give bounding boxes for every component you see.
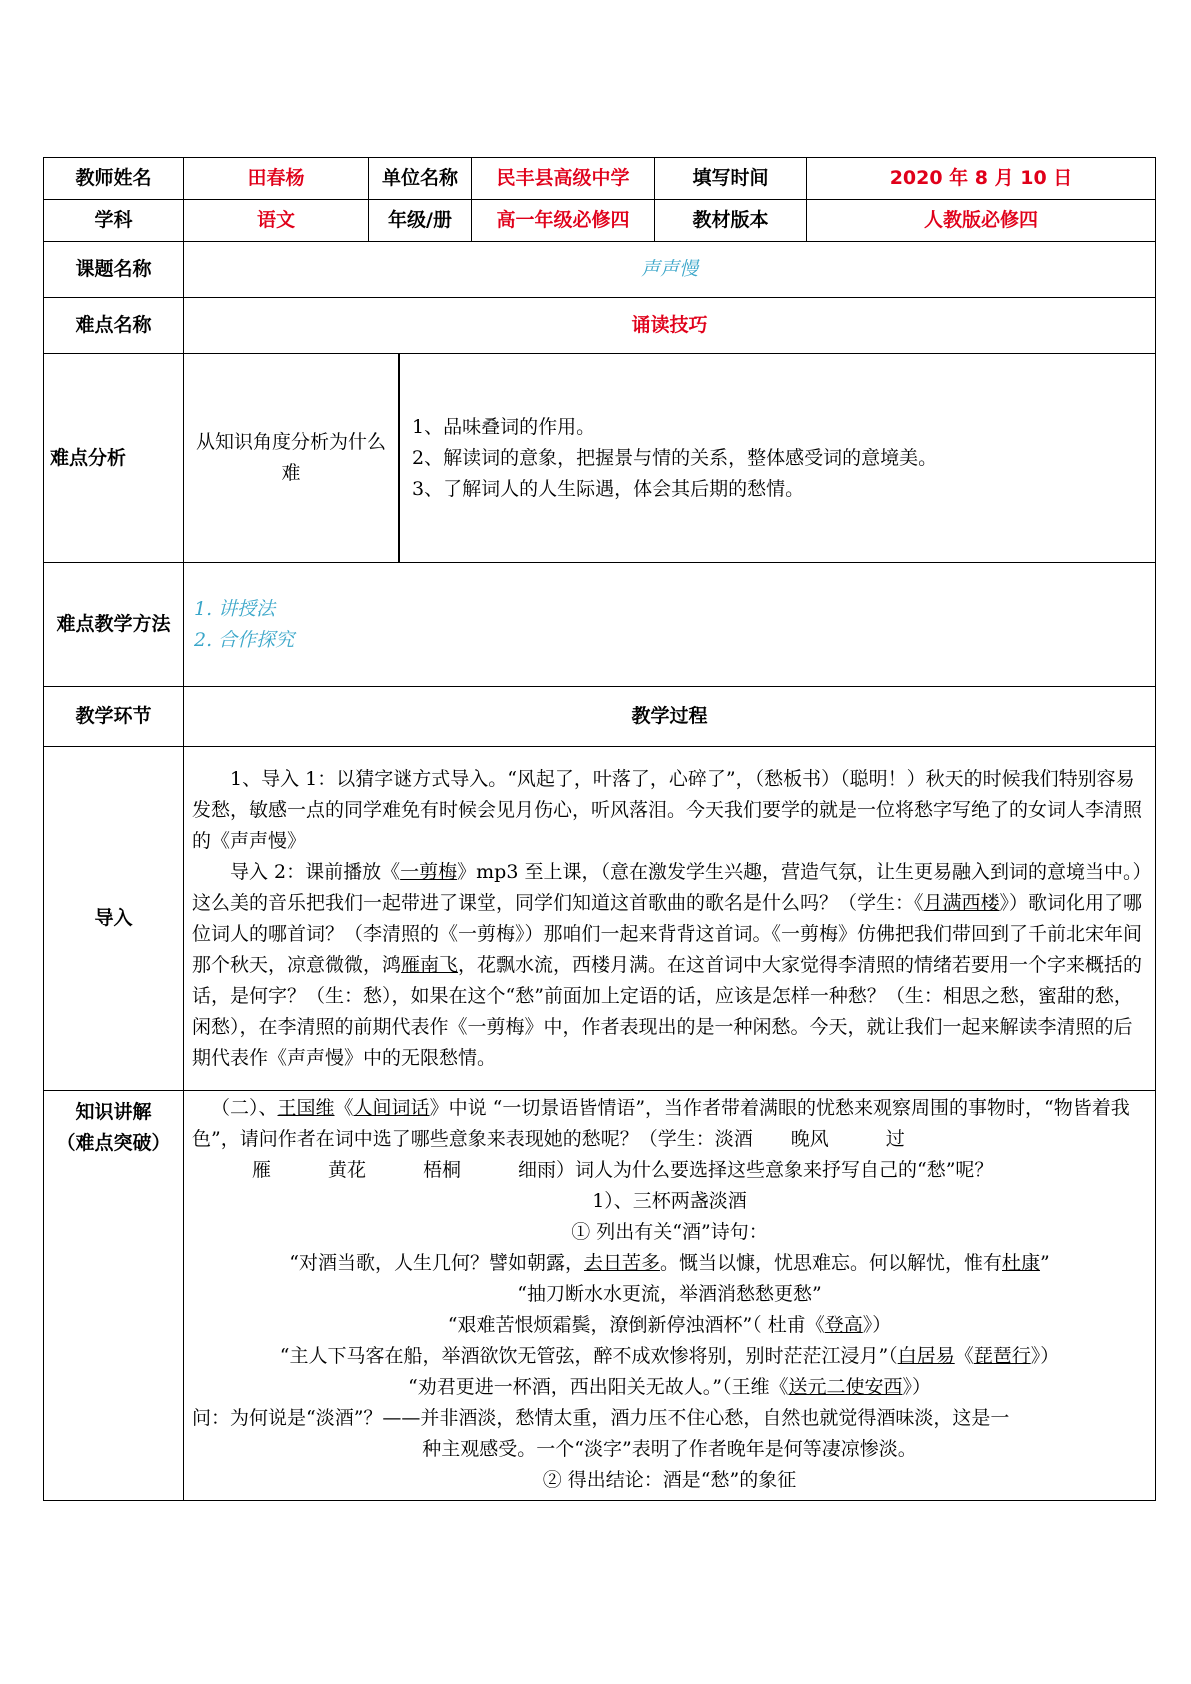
- difficulty-label: 难点名称: [44, 298, 184, 354]
- subject-value: 语文: [184, 200, 369, 242]
- grade-value: 高一年级必修四: [472, 200, 655, 242]
- textbook-value: 人教版必修四: [807, 200, 1156, 242]
- knowledge-line-12: ② 得出结论：酒是“愁”的象征: [542, 1469, 797, 1491]
- knowledge-line-1: （二）、王国维《人间词话》中说 “一切景语皆情语”，当作者带着满眼的忧愁来观察周围的事物时，“物皆着我色”，请问作者在词中选了哪些意象来表现她的愁呢？（学生：淡酒 晚风 过: [192, 1097, 1130, 1150]
- subject-label: 学科: [44, 200, 184, 242]
- analysis-item-2: 2、解读词的意象，把握景与情的关系，整体感受词的意境美。: [412, 446, 938, 469]
- analysis-label: 难点分析: [44, 354, 184, 563]
- knowledge-content: [184, 1091, 1156, 1501]
- method-item-1: 1. 讲授法: [194, 597, 276, 620]
- topic-row: [44, 242, 1156, 298]
- intro-paragraph-1: 1、导入 1：以猜字谜方式导入。“风起了，叶落了，心碎了”，（愁板书）（聪明！）秋天的时候我们特别容易发愁，敏感一点的同学难免有时候会见月伤心，听风落泪。今天我们要学的就是一位将愁字写绝了的女词人李清照的《声声慢》: [192, 767, 1143, 852]
- textbook-label: 教材版本: [655, 200, 807, 242]
- process-header-row: [44, 687, 1156, 747]
- knowledge-line-11: 种主观感受。一个“淡字”表明了作者晚年是何等凄凉惨淡。: [422, 1438, 917, 1460]
- knowledge-line-9: “劝君更进一杯酒，西出阳关无故人。”（王维《送元二使安西》）: [408, 1376, 931, 1398]
- knowledge-line-5: “对酒当歌，人生几何？譬如朝露，去日苦多。慨当以慷，忧思难忘。何以解忧，惟有杜康”: [289, 1252, 1050, 1274]
- knowledge-row: [44, 1091, 1156, 1501]
- knowledge-line-6: “抽刀断水水更流，举酒消愁愁更愁”: [517, 1283, 822, 1305]
- analysis-item-1: 1、品味叠词的作用。: [412, 415, 596, 438]
- header-row-2: [44, 200, 1156, 242]
- fill-date-value: 2020 年 8 月 10 日: [807, 158, 1156, 200]
- method-row: [44, 563, 1156, 687]
- knowledge-line-3: 1）、三杯两盏淡酒: [592, 1190, 747, 1212]
- knowledge-line-8: “主人下马客在船，举酒欲饮无管弦，醉不成欢惨将别，别时茫茫江浸月”（白居易《琵琶行》）: [279, 1345, 1060, 1367]
- teacher-name-label: 教师姓名: [44, 158, 184, 200]
- knowledge-label: [44, 1091, 184, 1501]
- analysis-sublabel: 从知识角度分析为什么难: [184, 354, 399, 562]
- knowledge-label-line-1: 知识讲解: [75, 1101, 152, 1123]
- intro-label: 导入: [44, 747, 184, 1091]
- knowledge-line-10: 问：为何说是“淡酒”？——并非酒淡，愁情太重，酒力压不住心愁，自然也就觉得酒味淡，这是一: [192, 1407, 1010, 1429]
- analysis-inner-table: [184, 354, 1155, 562]
- process-stage-label: 教学环节: [44, 687, 184, 747]
- knowledge-line-7: “艰难苦恨烦霜鬓，潦倒新停浊酒杯”（ 杜甫《登高》）: [447, 1314, 892, 1336]
- fill-date-label: 填写时间: [655, 158, 807, 200]
- topic-value: 声声慢: [184, 242, 1156, 298]
- topic-label: 课题名称: [44, 242, 184, 298]
- difficulty-row: [44, 298, 1156, 354]
- method-items: [184, 563, 1156, 687]
- knowledge-line-2: 雁 黄花 梧桐 细雨）词人为什么要选择这些意象来抒写自己的“愁”呢？: [252, 1159, 994, 1181]
- knowledge-line-4: ① 列出有关“酒”诗句：: [571, 1221, 768, 1243]
- header-row-1: [44, 158, 1156, 200]
- method-label: 难点教学方法: [44, 563, 184, 687]
- analysis-items: [399, 354, 1155, 562]
- analysis-cell: [184, 354, 1156, 563]
- intro-row: [44, 747, 1156, 1091]
- teacher-name-value: 田春杨: [184, 158, 369, 200]
- process-header-value: 教学过程: [184, 687, 1156, 747]
- method-item-2: 2. 合作探究: [194, 628, 295, 651]
- lesson-plan-table: [43, 157, 1156, 1501]
- intro-content: [184, 747, 1156, 1091]
- analysis-row: [44, 354, 1156, 563]
- school-name-value: 民丰县高级中学: [472, 158, 655, 200]
- grade-label: 年级/册: [369, 200, 472, 242]
- difficulty-value: 诵读技巧: [184, 298, 1156, 354]
- intro-paragraph-2: 导入 2：课前播放《一剪梅》mp3 至上课，（意在激发学生兴趣，营造气氛，让生更易融入到词的意境当中。）这么美的音乐把我们一起带进了课堂，同学们知道这首歌曲的歌名是什么吗？（学生：《月满西楼》）歌词化用了哪位词人的哪首词？（李清照的《一剪梅》）那咱们一起来背背这首词。《一剪梅》仿佛把我们带回到了千前北宋年间那个秋天，凉意微微，鸿雁南飞，花飘水流，西楼月满。在这首词中大家觉得李清照的情绪若要用一个字来概括的话，是何字？（生：愁），如果在这个“愁”前面加上定语的话，应该是怎样一种愁？（生：相思之愁，蜜甜的愁，闲愁），在李清照的前期代表作《一剪梅》中，作者表现出的是一种闲愁。今天，就让我们一起来解读李清照的后期代表作《声声慢》中的无限愁情。: [192, 860, 1143, 1069]
- school-name-label: 单位名称: [369, 158, 472, 200]
- lesson-plan-sheet: [43, 157, 1155, 1501]
- analysis-item-3: 3、了解词人的人生际遇，体会其后期的愁情。: [412, 477, 805, 500]
- knowledge-label-line-2: （难点突破）: [56, 1132, 171, 1154]
